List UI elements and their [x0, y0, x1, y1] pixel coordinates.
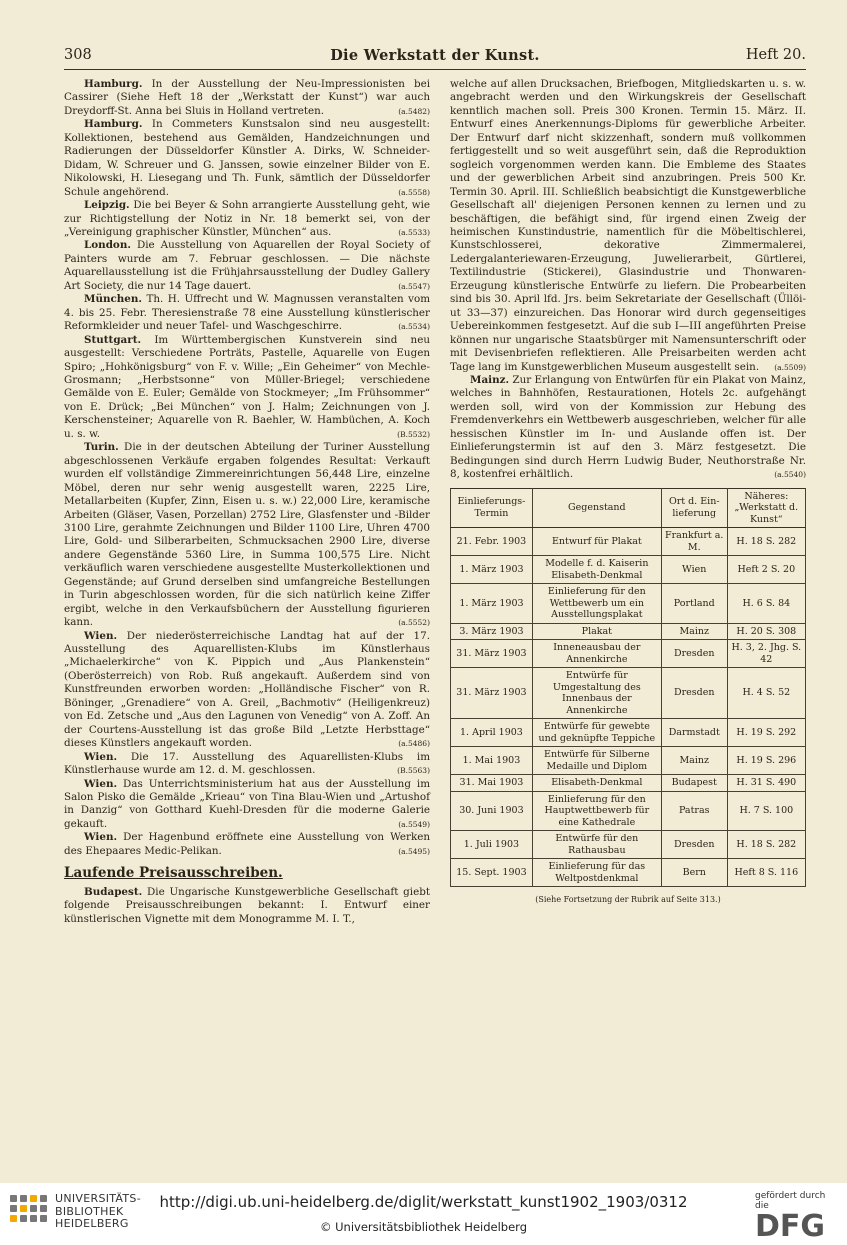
cell-ort: Patras [661, 791, 727, 831]
table-row [451, 831, 806, 859]
news-entry [64, 751, 430, 778]
news-entry [64, 831, 430, 858]
issue-label: Heft 20. [745, 47, 806, 63]
news-entry [450, 78, 806, 374]
entry-city: Wien. [84, 777, 118, 790]
entry-reference: (a.5482) [398, 106, 430, 116]
cell-naeheres: H. 4 S. 52 [727, 668, 805, 719]
news-entry [64, 778, 430, 832]
cell-naeheres: H. 19 S. 292 [727, 719, 805, 747]
entry-reference: (a.5486) [398, 739, 430, 749]
cell-termin: 3. März 1903 [451, 623, 533, 640]
entry-reference: (a.5534) [398, 322, 430, 332]
cell-termin: 1. März 1903 [451, 584, 533, 624]
competition-entries [64, 886, 430, 926]
entry-city: München. [84, 293, 143, 306]
entry-text: Die in der deutschen Abteilung der Turiner Ausstellung abgeschlossenen Verkäufe ergaben folgendes Resultat: Verkauft wurden elf vollständige Zimmereinrichtungen 56,448 Lire, einzelne Möbel, deren nur sehr wenig ausgestellt waren, 2225 Lire, Metallarbeiten (Kupfer, Zinn, Eisen u. s. w.) 22,000 Lire, keramische Arbeiten (Gläser, Vasen, Porzellan) 2752 Lire, Glasfenster und -Bilder 3100 Lire, gerahmte Zeichnungen und Bilder 1100 Lire, Uhren 4700 Lire, Gold- und Silberarbeiten, Schmucksachen 2900 Lire, diverse andere Gegenstände 5360 Lire, in Summa 100,575 Lire. Nicht verkäuflich waren verschiedene ausgestellte Musterkollektionen und Gegenstände; auf Grund derselben sind umfangreiche Bestellungen in Turin abgeschlossen worden, für die sich natürlich keine Ziffer ergibt, welche in den Verkaufsbüchern der Ausstellung figurieren kann. [64, 441, 430, 629]
table-row [451, 528, 806, 556]
cell-gegenstand: Entwürfe für den Rathausbau [532, 831, 661, 859]
viewer-footer [0, 1183, 847, 1245]
cell-termin: 31. März 1903 [451, 640, 533, 668]
table-row [451, 556, 806, 584]
entry-reference: (a.5552) [398, 618, 430, 628]
permalink-url[interactable]: http://digi.ub.uni-heidelberg.de/diglit/werkstatt_kunst1902_1903/0312 [159, 1193, 688, 1211]
entry-city: Wien. [84, 831, 118, 844]
news-entry [64, 886, 430, 926]
entry-text: Der Hagenbund eröffnete eine Ausstellung von Werken des Ehepaares Medic-Pelikan. [64, 831, 430, 857]
cell-gegenstand: Einlieferung für das Weltpostdenkmal [532, 859, 661, 887]
cell-naeheres: H. 31 S. 490 [727, 775, 805, 792]
entry-text: Zur Erlangung von Entwürfen für ein Plakat von Mainz, welches in Bahnhöfen, Restaurationen, Hotels 2c. aufgehängt werden soll, wird von der Kommission zur Hebung des Fremdenverkehrs ein Wettbewerb ausgeschrieben, welcher für alle hessischen Künstler im In- und Auslande offen ist. Der Einlieferungstermin ist auf den 3. März festgesetzt. Die Bedingungen sind durch Herrn Ludwig Buder, Neuthorstraße Nr. 8, kostenfrei erhältlich. [450, 373, 806, 481]
competition-table [450, 488, 806, 888]
funded-by-label: gefördert durch die [755, 1191, 826, 1211]
copyright-notice: © Universitätsbibliothek Heidelberg [319, 1220, 527, 1234]
table-row [451, 668, 806, 719]
entry-text: Th. H. Uffrecht und W. Magnussen veranstalten vom 4. bis 25. Febr. Theresienstraße 78 eine Ausstellung künstlerischer Reformkleider und neuer Tafel- und Waschgeschirre. [64, 293, 430, 333]
entry-text: Die Ungarische Kunstgewerbliche Gesellschaft giebt folgende Preisausschreibungen bekannt: I. Entwurf einer künstlerischen Vignette mit dem Monogramme M. I. T., [64, 885, 430, 925]
page-number: 308 [64, 47, 92, 63]
table-row [451, 747, 806, 775]
header-termin: Einlieferungs-Termin [451, 488, 533, 528]
cell-ort: Mainz [661, 747, 727, 775]
entry-reference: (B.5563) [397, 766, 430, 776]
entry-reference: (a.5549) [398, 819, 430, 829]
entry-reference: (a.5547) [398, 281, 430, 291]
entry-reference: (a.5495) [398, 846, 430, 856]
entry-city: Wien. [84, 750, 118, 763]
cell-ort: Darmstadt [661, 719, 727, 747]
news-entry [64, 334, 430, 442]
news-entry [450, 374, 806, 482]
cell-gegenstand: Elisabeth-Denkmal [532, 775, 661, 792]
dfg-logo[interactable] [755, 1191, 837, 1243]
cell-naeheres: H. 18 S. 282 [727, 831, 805, 859]
cell-naeheres: H. 19 S. 296 [727, 747, 805, 775]
cell-termin: 1. April 1903 [451, 719, 533, 747]
entry-text: Der niederösterreichische Landtag hat auf der 17. Ausstellung des Aquarellisten-Klubs im Künstlerhaus „Michaelerkirche“ von K. Pippich und „Aus Plankenstein“ (Oberösterreich) von Rob. Ruß angekauft. Außerdem sind von Kunstfreunden erworben worden: „Holländische Fischer“ von R. Böninger, „Grenadiere“ von A. Greil, „Bachmotiv“ (Heiligenkreuz) von Ed. Zetsche und „Aus den Lagunen von Venedig“ von A. Zoff. An der Courtens-Ausstellung ist das große Bild „Letzte Herbsttage“ dieses Künstlers angekauft worden. [64, 629, 430, 750]
entry-city: Wien. [84, 629, 118, 642]
cell-ort: Dresden [661, 640, 727, 668]
cell-gegenstand: Plakat [532, 623, 661, 640]
news-entry [64, 118, 430, 199]
entry-text: Die Ausstellung von Aquarellen der Royal Society of Painters wurde am 7. Februar geschlossen. — Die nächste Aquarellausstellung ist die Frühjahrsausstellung der Dudley Gallery Art Society, die nur 14 Tage dauert. [64, 239, 430, 292]
entry-text: Die 17. Ausstellung des Aquarellisten-Klubs im Künstlerhause wurde am 12. d. M. geschlossen. [64, 750, 430, 777]
entry-text: In der Ausstellung der Neu-Impressionisten bei Cassirer (Siehe Heft 18 der „Werkstatt der Kunst“) war auch Dreydorff-St. Anna bei Sluis in Holland vertreten. [64, 78, 431, 117]
entry-text: Im Württembergischen Kunstverein sind neu ausgestellt: Verschiedene Porträts, Pastelle, Aquarelle von Eugen Spiro; „Hohkönigsburg“ von F. v. Wille; „Ein Geheimer“ von Mechle-Grosmann; „Herbstsonne“ von Müller-Briegel; verschiedene Gemälde von E. Euler; Gemälde von Stockmeyer; „Im Frühsommer“ von E. Drück; „Bei München“ von J. Halm; Zeichnungen von J. Kerschensteiner; Aquarelle von R. Baehler, W. Hambüchen, A. Koch u. s. w. [64, 333, 430, 440]
entry-city: Mainz. [470, 373, 510, 386]
table-row [451, 640, 806, 668]
cell-gegenstand: Modelle f. d. Kaiserin Elisabeth-Denkmal [532, 556, 661, 584]
entry-city: Leipzig. [84, 199, 130, 212]
cell-naeheres: H. 6 S. 84 [727, 584, 805, 624]
cell-gegenstand: Entwürfe für gewebte und geknüpfte Teppiche [532, 719, 661, 747]
cell-gegenstand: Einlieferung für den Wettbewerb um ein Ausstellungsplakat [532, 584, 661, 624]
entry-reference: (B.5532) [397, 429, 430, 439]
cell-ort: Portland [661, 584, 727, 624]
cell-termin: 1. Juli 1903 [451, 831, 533, 859]
library-name: UNIVERSITÄTS-BIBLIOTHEK HEIDELBERG [55, 1192, 141, 1230]
header-ort: Ort d. Ein-lieferung [661, 488, 727, 528]
section-heading: Laufende Preisausschreiben. [64, 865, 283, 882]
table-footnote: (Siehe Fortsetzung der Rubrik auf Seite 313.) [535, 895, 721, 905]
table-row [451, 623, 806, 640]
news-entry [64, 293, 430, 333]
news-entry [64, 199, 430, 239]
exhibition-news [64, 78, 430, 858]
cell-termin: 15. Sept. 1903 [451, 859, 533, 887]
cell-ort: Dresden [661, 668, 727, 719]
news-entry [64, 239, 430, 293]
news-entry [64, 441, 430, 629]
cell-termin: 1. Mai 1903 [451, 747, 533, 775]
cell-ort: Dresden [661, 831, 727, 859]
dfg-wordmark: DFG [755, 1209, 826, 1244]
cell-termin: 1. März 1903 [451, 556, 533, 584]
journal-title: Die Werkstatt der Kunst. [330, 47, 540, 64]
cell-gegenstand: Entwurf für Plakat [532, 528, 661, 556]
cell-naeheres: Heft 2 S. 20 [727, 556, 805, 584]
entry-city: Hamburg. [84, 78, 143, 90]
header-rule [64, 69, 806, 70]
table-row [451, 719, 806, 747]
cell-naeheres: Heft 8 S. 116 [727, 859, 805, 887]
news-entry [64, 78, 430, 118]
cell-termin: 21. Febr. 1903 [451, 528, 533, 556]
entry-text: welche auf allen Drucksachen, Briefbogen, Mitgliedskarten u. s. w. angebracht werden und den Wirkungskreis der Gesellschaft kenntlich machen soll. Preis 300 Kronen. Termin 15. März. II. Entwurf eines Anerkennungs-Diploms für gewerbliche Arbeiter. Der Entwurf darf nicht skizzenhaft, sondern muß vollkommen fertiggestellt und so weit ausgeführt sein, daß die Reproduktion sogleich vorgenommen werden kann. Die Embleme des Staates und der gewerblichen Arbeit sind anzubringen. Preis 500 Kr. Termin 30. April. III. Schließlich beabsichtigt die Kunstgewerbliche Gesellschaft all' diejenigen Personen kennen zu lernen und zu beschäftigen, die befähigt sind, für irgend einen Zweig der heimischen Kunstindustrie, namentlich für die Möbeltischlerei, Kunstschlosserei, dekorative Zimmermalerei, Ledergalanteriewaren-Erzeugung, Juwelierarbeit, Gürtlerei, Textilindustrie (Stickerei), Glasindustrie und Thonwaren-Erzeugung künstlerische Entwürfe zu liefern. Die Probearbeiten sind bis 30. April lfd. Jrs. beim Sekretariate der Gesellschaft (Üllöi-ut 33—37) einzureichen. Das Honorar wird durch gegenseitiges Uebereinkommen festgesetzt. Auf die sub I—III angeführten Preise können nur ungarische Staatsbürger mit Namensunterschrift oder mit Devisenbriefen reflektieren. Alle Preisarbeiten werden acht Tage lang im Kunstgewerblichen Museum ausgestellt sein. [450, 78, 806, 373]
cell-gegenstand: Inneneausbau der Annenkirche [532, 640, 661, 668]
cell-ort: Mainz [661, 623, 727, 640]
cell-ort: Wien [661, 556, 727, 584]
page-header [64, 47, 806, 69]
cell-ort: Budapest [661, 775, 727, 792]
entry-city: Turin. [84, 441, 119, 454]
cell-naeheres: H. 7 S. 100 [727, 791, 805, 831]
entry-text: In Commeters Kunstsalon sind neu ausgestellt: Kollektionen, bestehend aus Gemälden, Handzeichnungen und Radierungen der Düsseldorfer Künstler A. Dirks, W. Schneider-Didam, W. Schreuer und G. Janssen, sowie einzelner Bilder von E. Nikolowski, H. Liesegang und Th. Funk, sämtlich der Düsseldorfer Schule angehörend. [64, 118, 430, 198]
entry-city: London. [84, 239, 131, 252]
cell-gegenstand: Einlieferung für den Hauptwettbewerb für eine Kathedrale [532, 791, 661, 831]
cell-ort: Frankfurt a. M. [661, 528, 727, 556]
right-column [450, 78, 806, 907]
entry-city: Hamburg. [84, 118, 143, 131]
table-body [451, 528, 806, 887]
cell-gegenstand: Entwürfe für Umgestaltung des Innenbaus der Annenkirche [532, 668, 661, 719]
entry-reference: (a.5509) [774, 362, 806, 372]
news-entry [64, 630, 430, 751]
cell-termin: 31. Mai 1903 [451, 775, 533, 792]
table-row [451, 791, 806, 831]
header-gegenstand: Gegenstand [532, 488, 661, 528]
entry-reference: (a.5540) [774, 470, 806, 480]
table-header-row [451, 488, 806, 528]
cell-ort: Bern [661, 859, 727, 887]
entry-reference: (a.5533) [398, 227, 430, 237]
cell-naeheres: H. 3, 2. Jhg. S. 42 [727, 640, 805, 668]
cell-termin: 30. Juni 1903 [451, 791, 533, 831]
entry-city: Stuttgart. [84, 333, 142, 346]
table-row [451, 775, 806, 792]
cell-naeheres: H. 18 S. 282 [727, 528, 805, 556]
entry-text: Die bei Beyer & Sohn arrangierte Ausstellung geht, wie zur Richtigstellung der Notiz in Nr. 18 bemerkt sei, von der „Vereinigung graphischer Künstler, München“ aus. [64, 199, 431, 238]
table-row [451, 859, 806, 887]
cell-termin: 31. März 1903 [451, 668, 533, 719]
competition-continued [450, 78, 806, 482]
left-column [64, 78, 430, 926]
cell-gegenstand: Entwürfe für Silberne Medaille und Diplom [532, 747, 661, 775]
header-naeheres: Näheres: „Werkstatt d. Kunst“ [727, 488, 805, 528]
cell-naeheres: H. 20 S. 308 [727, 623, 805, 640]
entry-city: Budapest. [84, 885, 143, 898]
entry-text: Das Unterrichtsministerium hat aus der Ausstellung im Salon Pisko die Gemälde „Krieau“ von Tina Blau-Wien und „Artushof in Danzig“ von Gotthard Kuehl-Dresden für die moderne Galerie gekauft. [64, 777, 430, 830]
table-row [451, 584, 806, 624]
entry-reference: (a.5558) [398, 187, 430, 197]
